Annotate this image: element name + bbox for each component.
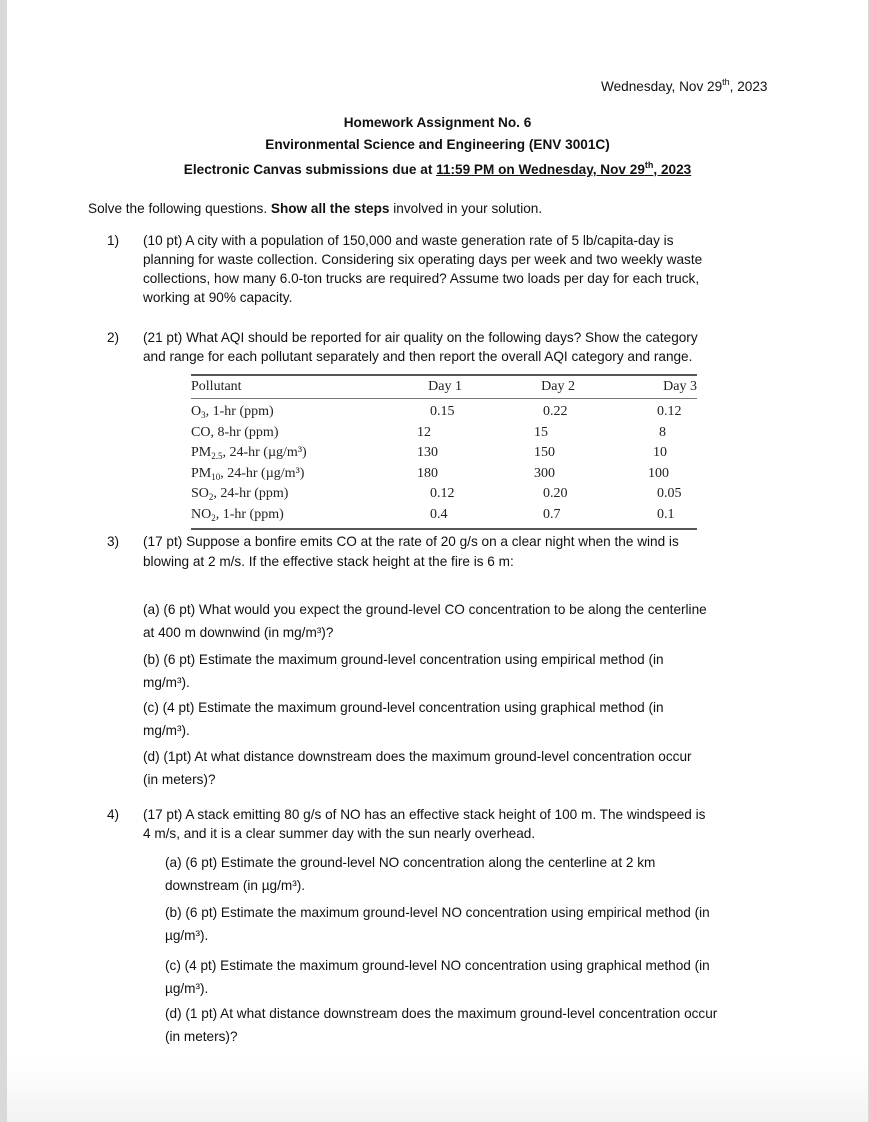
q3-line: blowing at 2 m/s. If the effective stack height at the fire is 6 m: bbox=[143, 554, 514, 569]
document-page bbox=[7, 0, 868, 1122]
value-cell-day-3: 10 bbox=[653, 445, 667, 460]
q3-part-b-line: (b) (6 pt) Estimate the maximum ground-level concentration using empirical method (in bbox=[143, 652, 664, 667]
due-prefix: Electronic Canvas submissions due at bbox=[183, 162, 437, 177]
q3-part-c-line: mg/m³). bbox=[143, 723, 190, 738]
value-cell-day-1: 130 bbox=[417, 445, 438, 460]
pollutant-averaging: , 24-hr (µg/m³) bbox=[222, 445, 307, 460]
q4-part-d-line: (in meters)? bbox=[165, 1029, 238, 1044]
q4-part-b-line: µg/m³). bbox=[165, 928, 209, 943]
value-cell-day-2: 0.20 bbox=[543, 486, 568, 501]
q1-line: (10 pt) A city with a population of 150,000 and waste generation rate of 5 lb/capita-day is bbox=[143, 233, 674, 248]
q2-number: 2) bbox=[107, 330, 120, 345]
date-year: , 2023 bbox=[729, 79, 768, 94]
value-cell-day-1: 0.4 bbox=[430, 506, 448, 522]
q3-part-a-line: at 400 m downwind (in mg/m³)? bbox=[143, 625, 334, 640]
pollutant-subscript: 10 bbox=[211, 471, 221, 482]
pollutant-subscript: 2.5 bbox=[211, 451, 223, 461]
value-cell-day-1: 12 bbox=[417, 424, 431, 440]
intro-pre: Solve the following questions. bbox=[88, 201, 271, 216]
value-cell-day-2: 150 bbox=[534, 445, 555, 460]
value-cell-day-2: 0.7 bbox=[543, 506, 561, 522]
intro-bold: Show all the steps bbox=[270, 201, 390, 216]
pollutant-name: O bbox=[191, 404, 202, 419]
due-date-text: 11:59 PM on Wednesday, Nov 29 bbox=[436, 162, 645, 177]
q4-part-a-line: downstream (in µg/m³). bbox=[165, 878, 306, 893]
instructions bbox=[88, 200, 542, 218]
intro-post: involved in your solution. bbox=[389, 201, 543, 216]
value-cell-day-2: 15 bbox=[534, 424, 548, 440]
date-text: Wednesday, Nov 29 bbox=[601, 79, 723, 94]
pollutant-subscript: 2 bbox=[211, 512, 216, 523]
table-row bbox=[191, 423, 697, 444]
table-row bbox=[191, 464, 697, 485]
header-day-2: Day 2 bbox=[541, 379, 575, 394]
q3-number: 3) bbox=[107, 534, 120, 549]
q3-part-d-line: (in meters)? bbox=[143, 772, 216, 787]
pollutant-cell bbox=[191, 402, 397, 423]
q4-line: 4 m/s, and it is a clear summer day with the sun nearly overhead. bbox=[143, 826, 536, 841]
q4-line: (17 pt) A stack emitting 80 g/s of NO has an effective stack height of 100 m. The windspeed is bbox=[143, 807, 706, 822]
due-date-year: , 2023 bbox=[653, 162, 692, 177]
pollutant-averaging: , 24-hr (ppm) bbox=[213, 486, 289, 501]
q1-number: 1) bbox=[107, 233, 120, 248]
table-header-row bbox=[191, 376, 697, 398]
header-day-1: Day 1 bbox=[428, 379, 462, 394]
q2-line: (21 pt) What AQI should be reported for air quality on the following days? Show the category bbox=[143, 330, 698, 345]
pollutant-name: CO, 8-hr (ppm) bbox=[191, 424, 279, 440]
pollutant-averaging: , 1-hr (ppm) bbox=[215, 506, 284, 522]
pollutant-averaging: , 1-hr (ppm) bbox=[205, 404, 274, 419]
pollutant-cell bbox=[191, 423, 397, 444]
value-cell-day-3: 8 bbox=[659, 424, 666, 440]
title-line-1: Homework Assignment No. 6 bbox=[343, 115, 532, 130]
table-row bbox=[191, 443, 697, 464]
value-cell-day-3: 0.1 bbox=[657, 506, 675, 522]
q2-line: and range for each pollutant separately and then report the overall AQI category and range. bbox=[143, 349, 693, 364]
header-pollutant: Pollutant bbox=[191, 379, 242, 394]
q4-part-b-line: (b) (6 pt) Estimate the maximum ground-level NO concentration using empirical method (in bbox=[165, 905, 710, 920]
pollutant-name: PM bbox=[191, 465, 212, 481]
value-cell-day-3: 0.12 bbox=[657, 404, 682, 419]
q3-part-c-line: (c) (4 pt) Estimate the maximum ground-level concentration using graphical method (in bbox=[143, 700, 664, 715]
date bbox=[601, 78, 767, 96]
pollutant-cell bbox=[191, 484, 397, 505]
pollutant-cell bbox=[191, 464, 397, 485]
q1-line: planning for waste collection. Considering six operating days per week and two weekly waste bbox=[143, 252, 703, 267]
q4-part-c-line: µg/m³). bbox=[165, 981, 209, 996]
value-cell-day-3: 100 bbox=[648, 465, 669, 481]
pollutant-subscript: 2 bbox=[208, 492, 214, 502]
table-row bbox=[191, 484, 697, 505]
q4-part-a-line: (a) (6 pt) Estimate the ground-level NO concentration along the centerline at 2 km bbox=[165, 855, 656, 870]
table-row bbox=[191, 402, 697, 423]
pollutant-name: NO bbox=[191, 506, 212, 522]
due-date bbox=[436, 162, 691, 177]
table-bottom-rule bbox=[191, 528, 697, 530]
value-cell-day-2: 300 bbox=[534, 465, 555, 481]
pollutant-cell bbox=[191, 443, 397, 464]
value-cell-day-1: 0.12 bbox=[430, 486, 455, 501]
pollutant-averaging: , 24-hr (µg/m³) bbox=[220, 465, 305, 481]
q1-line: collections, how many 6.0-ton trucks are required? Assume two loads per day for each truck, bbox=[143, 271, 700, 286]
q3-part-b-line: mg/m³). bbox=[143, 675, 190, 690]
title-line-3 bbox=[7, 161, 868, 179]
pollutant-cell bbox=[191, 505, 397, 526]
q4-number: 4) bbox=[107, 807, 120, 822]
value-cell-day-1: 0.15 bbox=[430, 404, 455, 419]
value-cell-day-2: 0.22 bbox=[543, 404, 568, 419]
value-cell-day-1: 180 bbox=[417, 465, 438, 481]
q4-part-c-line: (c) (4 pt) Estimate the maximum ground-level NO concentration using graphical method (in bbox=[165, 958, 710, 973]
title-line-2: Environmental Science and Engineering (ENV 3001C) bbox=[265, 137, 610, 152]
q4-part-d-line: (d) (1 pt) At what distance downstream does the maximum ground-level concentration occur bbox=[165, 1006, 718, 1021]
q3-line: (17 pt) Suppose a bonfire emits CO at the rate of 20 g/s on a clear night when the wind is bbox=[143, 534, 679, 549]
q3-part-a-line: (a) (6 pt) What would you expect the ground-level CO concentration to be along the centerline bbox=[143, 602, 707, 617]
due-date-sup: th bbox=[644, 160, 654, 170]
q1-line: working at 90% capacity. bbox=[143, 290, 293, 305]
value-cell-day-3: 0.05 bbox=[657, 486, 682, 501]
date-sup: th bbox=[722, 77, 730, 87]
table-body bbox=[191, 399, 697, 528]
pollutant-subscript: 3 bbox=[201, 410, 206, 420]
q3-part-d-line: (d) (1pt) At what distance downstream does the maximum ground-level concentration occur bbox=[143, 749, 692, 764]
aqi-table bbox=[191, 374, 697, 530]
pollutant-name: SO bbox=[191, 486, 209, 501]
header-day-3: Day 3 bbox=[663, 379, 697, 394]
pollutant-name: PM bbox=[191, 445, 212, 460]
table-row bbox=[191, 505, 697, 526]
